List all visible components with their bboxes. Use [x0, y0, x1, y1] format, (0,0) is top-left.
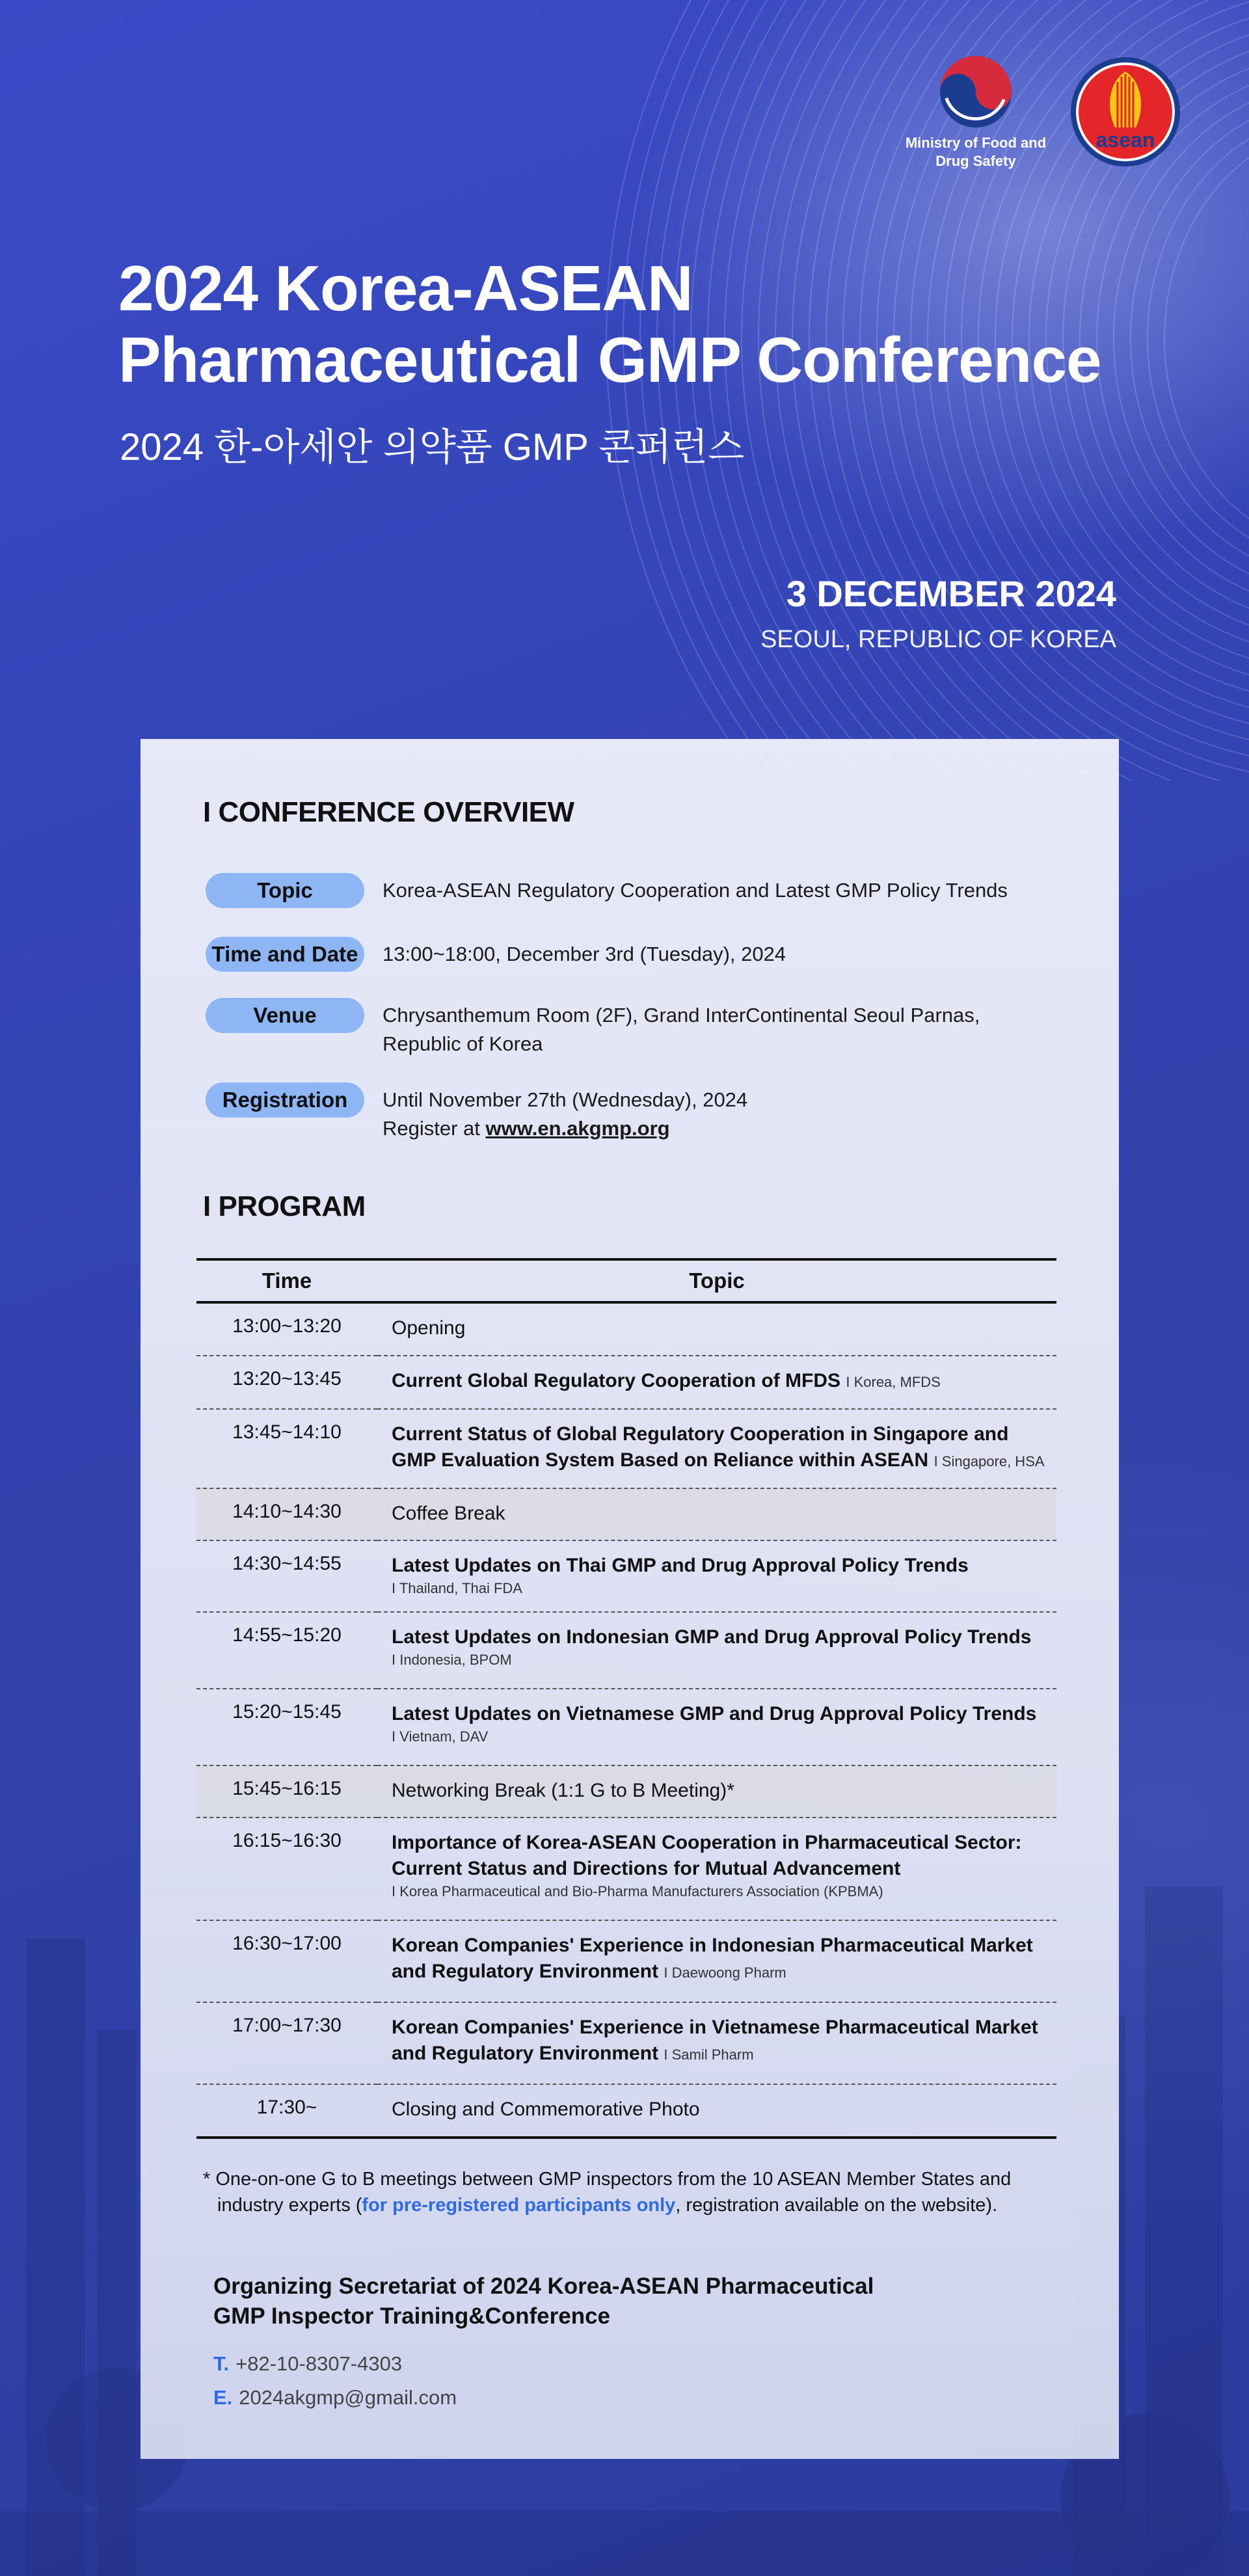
program-topic: Latest Updates on Thai GMP and Drug Approval Policy Trends I Thailand, Thai FDA: [377, 1540, 1056, 1612]
program-row: [196, 1409, 1056, 1488]
program-time: 13:00~13:20: [196, 1302, 377, 1356]
asean-logo: [1069, 56, 1181, 168]
korean-subtitle: 2024 한-아세안 의약품 GMP 콘퍼런스: [120, 426, 745, 468]
program-topic: Opening: [377, 1302, 1056, 1356]
program-topic: Current Global Regulatory Cooperation of MFDS I Korea, MFDS: [377, 1356, 1056, 1409]
event-date: 3 DECEMBER 2024: [786, 573, 1116, 614]
program-row: [196, 1540, 1056, 1612]
program-topic: Coffee Break: [377, 1488, 1056, 1540]
program-row: [196, 1765, 1056, 1818]
email-key: E.: [213, 2386, 233, 2409]
wave-ring: [1148, 114, 1249, 562]
speaker: I Singapore, HSA: [933, 1453, 1045, 1469]
program-row: [196, 1488, 1056, 1540]
program-time: 17:30~: [196, 2084, 377, 2138]
topic-value: Korea-ASEAN Regulatory Cooperation and Latest GMP Policy Trends: [383, 879, 1008, 902]
speaker: I Samil Pharm: [664, 2046, 754, 2063]
program-topic: Importance of Korea-ASEAN Cooperation in Pharmaceutical Sector: Current Status and Directions for Mutual Advancement I Korea Pharmaceutical and Bio-Pharma Manufacturers Association (KPBMA): [377, 1818, 1056, 1920]
program-topic: Latest Updates on Vietnamese GMP and Drug Approval Policy Trends I Vietnam, DAV: [377, 1689, 1056, 1765]
program-time: 16:30~17:00: [196, 1920, 377, 2002]
conference-title: [118, 252, 1101, 396]
title-line-2: Pharmaceutical GMP Conference: [118, 324, 1101, 396]
registration-link[interactable]: www.en.akgmp.org: [485, 1117, 670, 1140]
overview-section-title: I CONFERENCE OVERVIEW: [203, 796, 574, 828]
program-time: 16:15~16:30: [196, 1818, 377, 1920]
program-row: [196, 1302, 1056, 1356]
speaker: I Korea Pharmaceutical and Bio-Pharma Manufacturers Association (KPBMA): [392, 1883, 883, 1899]
wave-ring: [1164, 130, 1249, 546]
registration-value: Until November 27th (Wednesday), 2024 Register at www.en.akgmp.org: [383, 1088, 748, 1140]
time-value: 13:00~18:00, December 3rd (Tuesday), 2024: [383, 943, 786, 965]
program-section-title: I PROGRAM: [203, 1190, 366, 1222]
program-row: [196, 2084, 1056, 2138]
program-row: [196, 1920, 1056, 2002]
mfds-logo: [898, 53, 1054, 170]
program-time: 13:45~14:10: [196, 1409, 377, 1488]
time-column-header: Time: [196, 1259, 377, 1302]
program-topic: Current Status of Global Regulatory Cooperation in Singapore and GMP Evaluation System Based on Reliance within ASEAN I Singapore, HSA: [377, 1409, 1056, 1488]
topic-column-header: Topic: [377, 1259, 1056, 1302]
program-topic: Closing and Commemorative Photo: [377, 2084, 1056, 2138]
speaker: I Daewoong Pharm: [664, 1965, 786, 1981]
time-label-pill: Time and Date: [206, 937, 364, 972]
program-time: 15:45~16:15: [196, 1765, 377, 1818]
taegeuk-emblem-icon: [937, 53, 1014, 130]
registration-label-pill: Registration: [206, 1082, 364, 1118]
speaker: I Thailand, Thai FDA: [392, 1580, 522, 1596]
program-time: 17:00~17:30: [196, 2002, 377, 2084]
program-time: 13:20~13:45: [196, 1356, 377, 1409]
venue-value: Chrysanthemum Room (2F), Grand InterContinental Seoul Parnas, Republic of Korea: [383, 1004, 980, 1055]
program-table: [196, 1258, 1056, 2139]
program-row: [196, 1689, 1056, 1765]
footnote-highlight: for pre-registered participants only: [362, 2195, 676, 2216]
asean-logo-text: asean: [1095, 128, 1155, 152]
venue-label-pill: Venue: [206, 998, 364, 1033]
phone-number[interactable]: +82-10-8307-4303: [235, 2352, 403, 2375]
program-time: 14:30~14:55: [196, 1540, 377, 1612]
footnote: * One-on-one G to B meetings between GMP inspectors from the 10 ASEAN Member States and industry experts (for pre-registered participants only, registration available on the website).: [203, 2169, 1012, 2216]
program-row: [196, 1818, 1056, 1920]
program-time: 14:10~14:30: [196, 1488, 377, 1540]
program-topic: Korean Companies' Experience in Indonesian Pharmaceutical Market and Regulatory Environment I Daewoong Pharm: [377, 1920, 1056, 2002]
program-time: 15:20~15:45: [196, 1689, 377, 1765]
phone-key: T.: [213, 2352, 230, 2375]
program-topic: Networking Break (1:1 G to B Meeting)*: [377, 1765, 1056, 1818]
organizer-title: Organizing Secretariat of 2024 Korea-ASEAN Pharmaceutical GMP Inspector Training&Conference: [213, 2274, 874, 2329]
topic-label-pill: Topic: [206, 873, 364, 908]
email-address[interactable]: 2024akgmp@gmail.com: [239, 2386, 457, 2409]
speaker: I Vietnam, DAV: [392, 1728, 489, 1745]
program-header-row: [196, 1259, 1056, 1302]
program-topic: Latest Updates on Indonesian GMP and Drug Approval Policy Trends I Indonesia, BPOM: [377, 1612, 1056, 1689]
contact-phone: [213, 2352, 402, 2376]
speaker: I Korea, MFDS: [846, 1374, 941, 1390]
title-line-1: 2024 Korea-ASEAN: [118, 252, 693, 324]
contact-email: [213, 2386, 457, 2409]
program-time: 14:55~15:20: [196, 1612, 377, 1689]
program-topic: Korean Companies' Experience in Vietnamese Pharmaceutical Market and Regulatory Environment I Samil Pharm: [377, 2002, 1056, 2084]
program-row: [196, 2002, 1056, 2084]
program-row: [196, 1612, 1056, 1689]
event-location: SEOUL, REPUBLIC OF KOREA: [760, 626, 1116, 653]
speaker: I Indonesia, BPOM: [392, 1652, 512, 1668]
ministry-caption: Ministry of Food and Drug Safety: [905, 135, 1047, 169]
program-row: [196, 1356, 1056, 1409]
